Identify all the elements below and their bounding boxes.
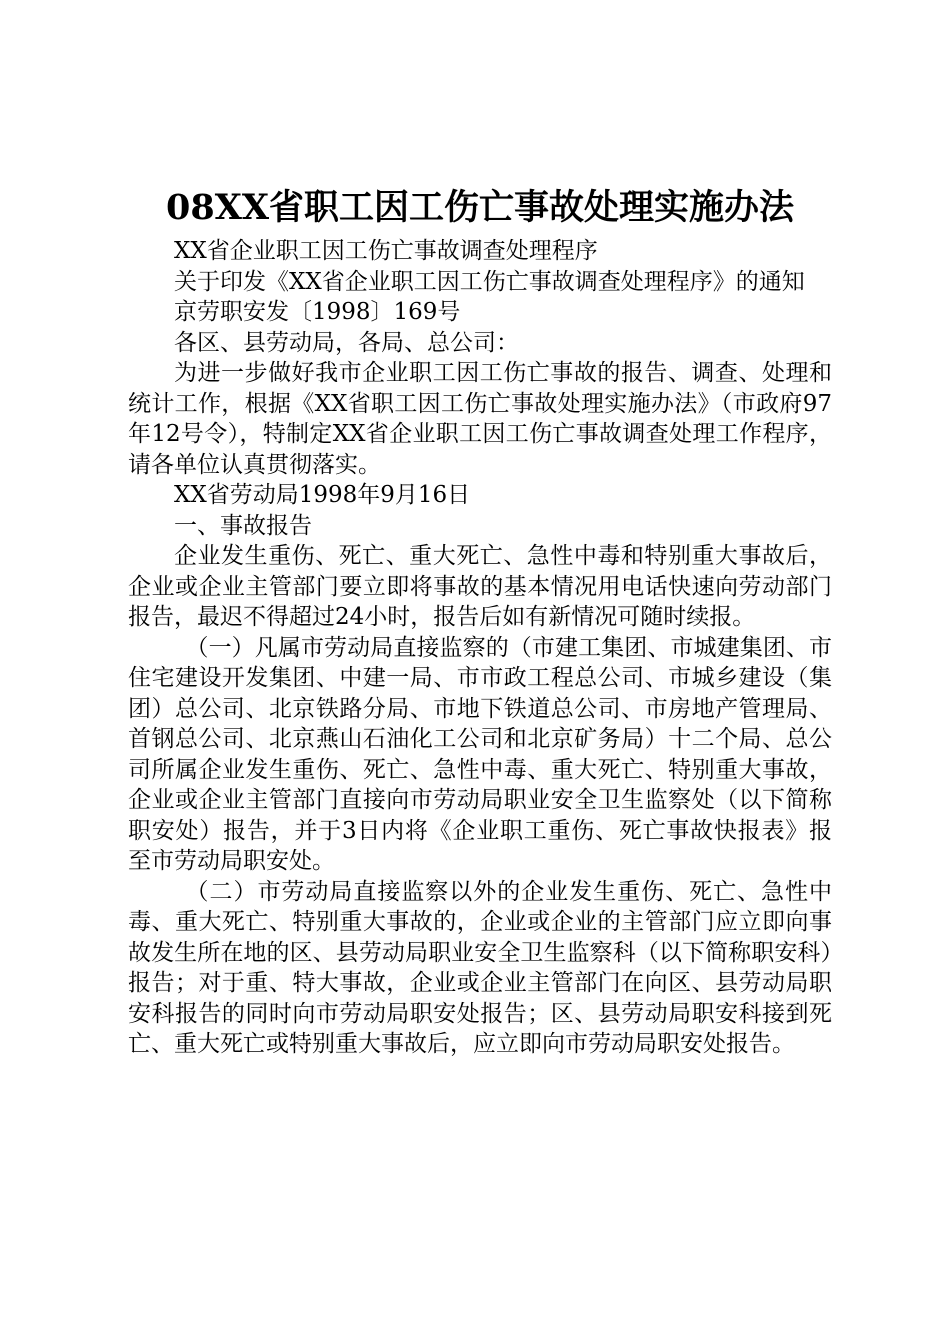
paragraph-issuer-date: XX省劳动局1998年9月16日 [174,482,471,508]
paragraph-report-requirement: 企业发生重伤、死亡、重大死亡、急性中毒和特别重大事故后，企业或企业主管部门要立即将事故的基本情况用电话快速向劳动部门报告，最迟不得超过24小时，报告后如有新情况可随时续报。 [128,543,832,630]
paragraph-purpose: 为进一步做好我市企业职工因工伤亡事故的报告、调查、处理和统计工作，根据《XX省职工因工伤亡事故处理实施办法》（市政府97年12号令），特制定XX省企业职工因工伤亡事故调查处理工作程序，请各单位认真贯彻落实。 [128,360,832,478]
paragraph-addressees: 各区、县劳动局，各局、总公司： [174,329,519,356]
document-body [128,236,832,1060]
paragraph-document-number: 京劳职安发〔1998〕169号 [174,299,461,325]
paragraph-clause-two: （二）市劳动局直接监察以外的企业发生重伤、死亡、急性中毒、重大死亡、特别重大事故的，企业或企业的主管部门应立即向事故发生所在地的区、县劳动局职业安全卫生监察科（以下简称职安科）报告；对于重、特大事故，企业或企业主管部门在向区、县劳动局职安科报告的同时向市劳动局职安处报告；区、县劳动局职安科接到死亡、重大死亡或特别重大事故后，应立即向市劳动局职安处报告。 [128,878,832,1057]
section-heading-accident-report: 一、事故报告 [174,512,312,539]
paragraph-clause-one: （一）凡属市劳动局直接监察的（市建工集团、市城建集团、市住宅建设开发集团、中建一局、市市政工程总公司、市城乡建设（集团）总公司、北京铁路分局、市地下铁道总公司、市房地产管理局、首钢总公司、北京燕山石油化工公司和北京矿务局）十二个局、总公司所属企业发生重伤、死亡、急性中毒、重大死亡、特别重大事故，企业或企业主管部门直接向市劳动局职业安全卫生监察处（以下简称职安处）报告，并于3日内将《企业职工重伤、死亡事故快报表》报至市劳动局职安处。 [128,634,832,874]
document-title: 08XX省职工因工伤亡事故处理实施办法 [165,187,795,228]
paragraph-procedure-heading: XX省企业职工因工伤亡事故调查处理程序 [174,238,598,264]
paragraph-notice-title: 关于印发《XX省企业职工因工伤亡事故调查处理程序》的通知 [174,268,805,295]
